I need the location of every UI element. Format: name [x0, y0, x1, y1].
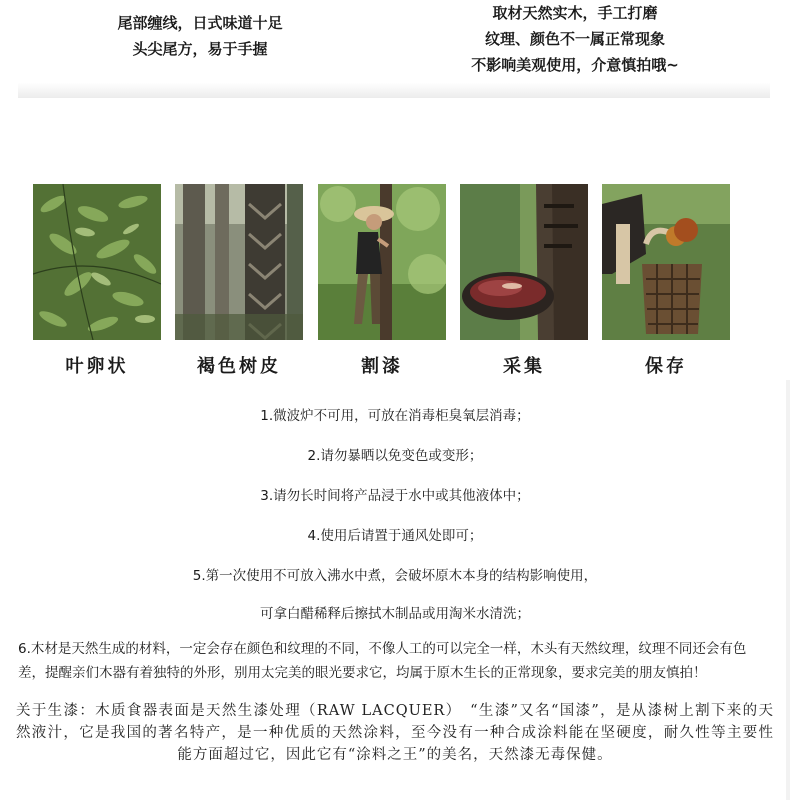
- process-caption: 采集: [503, 356, 545, 377]
- process-caption: 褐色树皮: [197, 356, 281, 377]
- care-note: 可拿白醋稀释后擦拭木制品或用淘米水清洗；: [260, 606, 530, 622]
- process-caption: 叶卵状: [65, 356, 129, 377]
- feature-list-left: [90, 10, 310, 62]
- process-card: [175, 184, 303, 378]
- page-edge: [786, 380, 790, 800]
- feature-line: 纹理、颜色不一属正常现象: [484, 30, 665, 48]
- care-note: 5.第一次使用不可放入沸水中煮，会破坏原木本身的结构影响使用，: [192, 568, 598, 584]
- process-caption: 割漆: [361, 356, 403, 377]
- process-card: [460, 184, 588, 378]
- process-caption: 保存: [645, 356, 687, 377]
- raw-lacquer-description: 关于生漆：木质食器表面是天然生漆处理（RAW LACQUER） “生漆”又名“国漆”，是从漆树上割下来的天然液汁，它是我国的著名特产，是一种优质的天然涂料，至今没有一种合成涂料能在坚硬度，耐久性等主要性能方面超过它，因此它有“涂料之王”的美名，天然漆无毒保健。: [16, 703, 774, 763]
- feature-line: 取材天然实木，手工打磨: [492, 4, 658, 22]
- care-note-wood: 6.木材是天然生成的材料，一定会存在颜色和纹理的不同，不像人工的可以完全一样，木头有天然纹理，纹理不同还会有色差，提醒亲们木器有着独特的外形，别用太完美的眼光要求它，均属于原木生长的正常现象，要求完美的朋友慎拍！: [18, 641, 747, 681]
- collecting-photo: [460, 184, 588, 340]
- care-note: 4.使用后请置于通风处即可；: [307, 528, 483, 544]
- lacquer-process-gallery: [0, 184, 790, 384]
- process-card: [602, 184, 730, 378]
- tapping-photo: [318, 184, 446, 340]
- care-note: 1.微波炉不可用，可放在消毒柜臭氧层消毒；: [260, 408, 530, 424]
- care-note: 2.请勿暴晒以免变色或变形；: [307, 448, 483, 464]
- feature-line: 头尖尾方，易于手握: [132, 40, 268, 58]
- care-note: 3.请勿长时间将产品浸于水中或其他液体中；: [260, 488, 530, 504]
- feature-line: 不影响美观使用，介意慎拍哦~: [471, 56, 679, 74]
- lacquer-leaves-photo: [33, 184, 161, 340]
- process-card: [33, 184, 161, 378]
- process-card: [318, 184, 446, 378]
- feature-list-right: [440, 0, 710, 78]
- storing-photo: [602, 184, 730, 340]
- bark-photo: [175, 184, 303, 340]
- feature-line: 尾部缠线，日式味道十足: [117, 14, 283, 32]
